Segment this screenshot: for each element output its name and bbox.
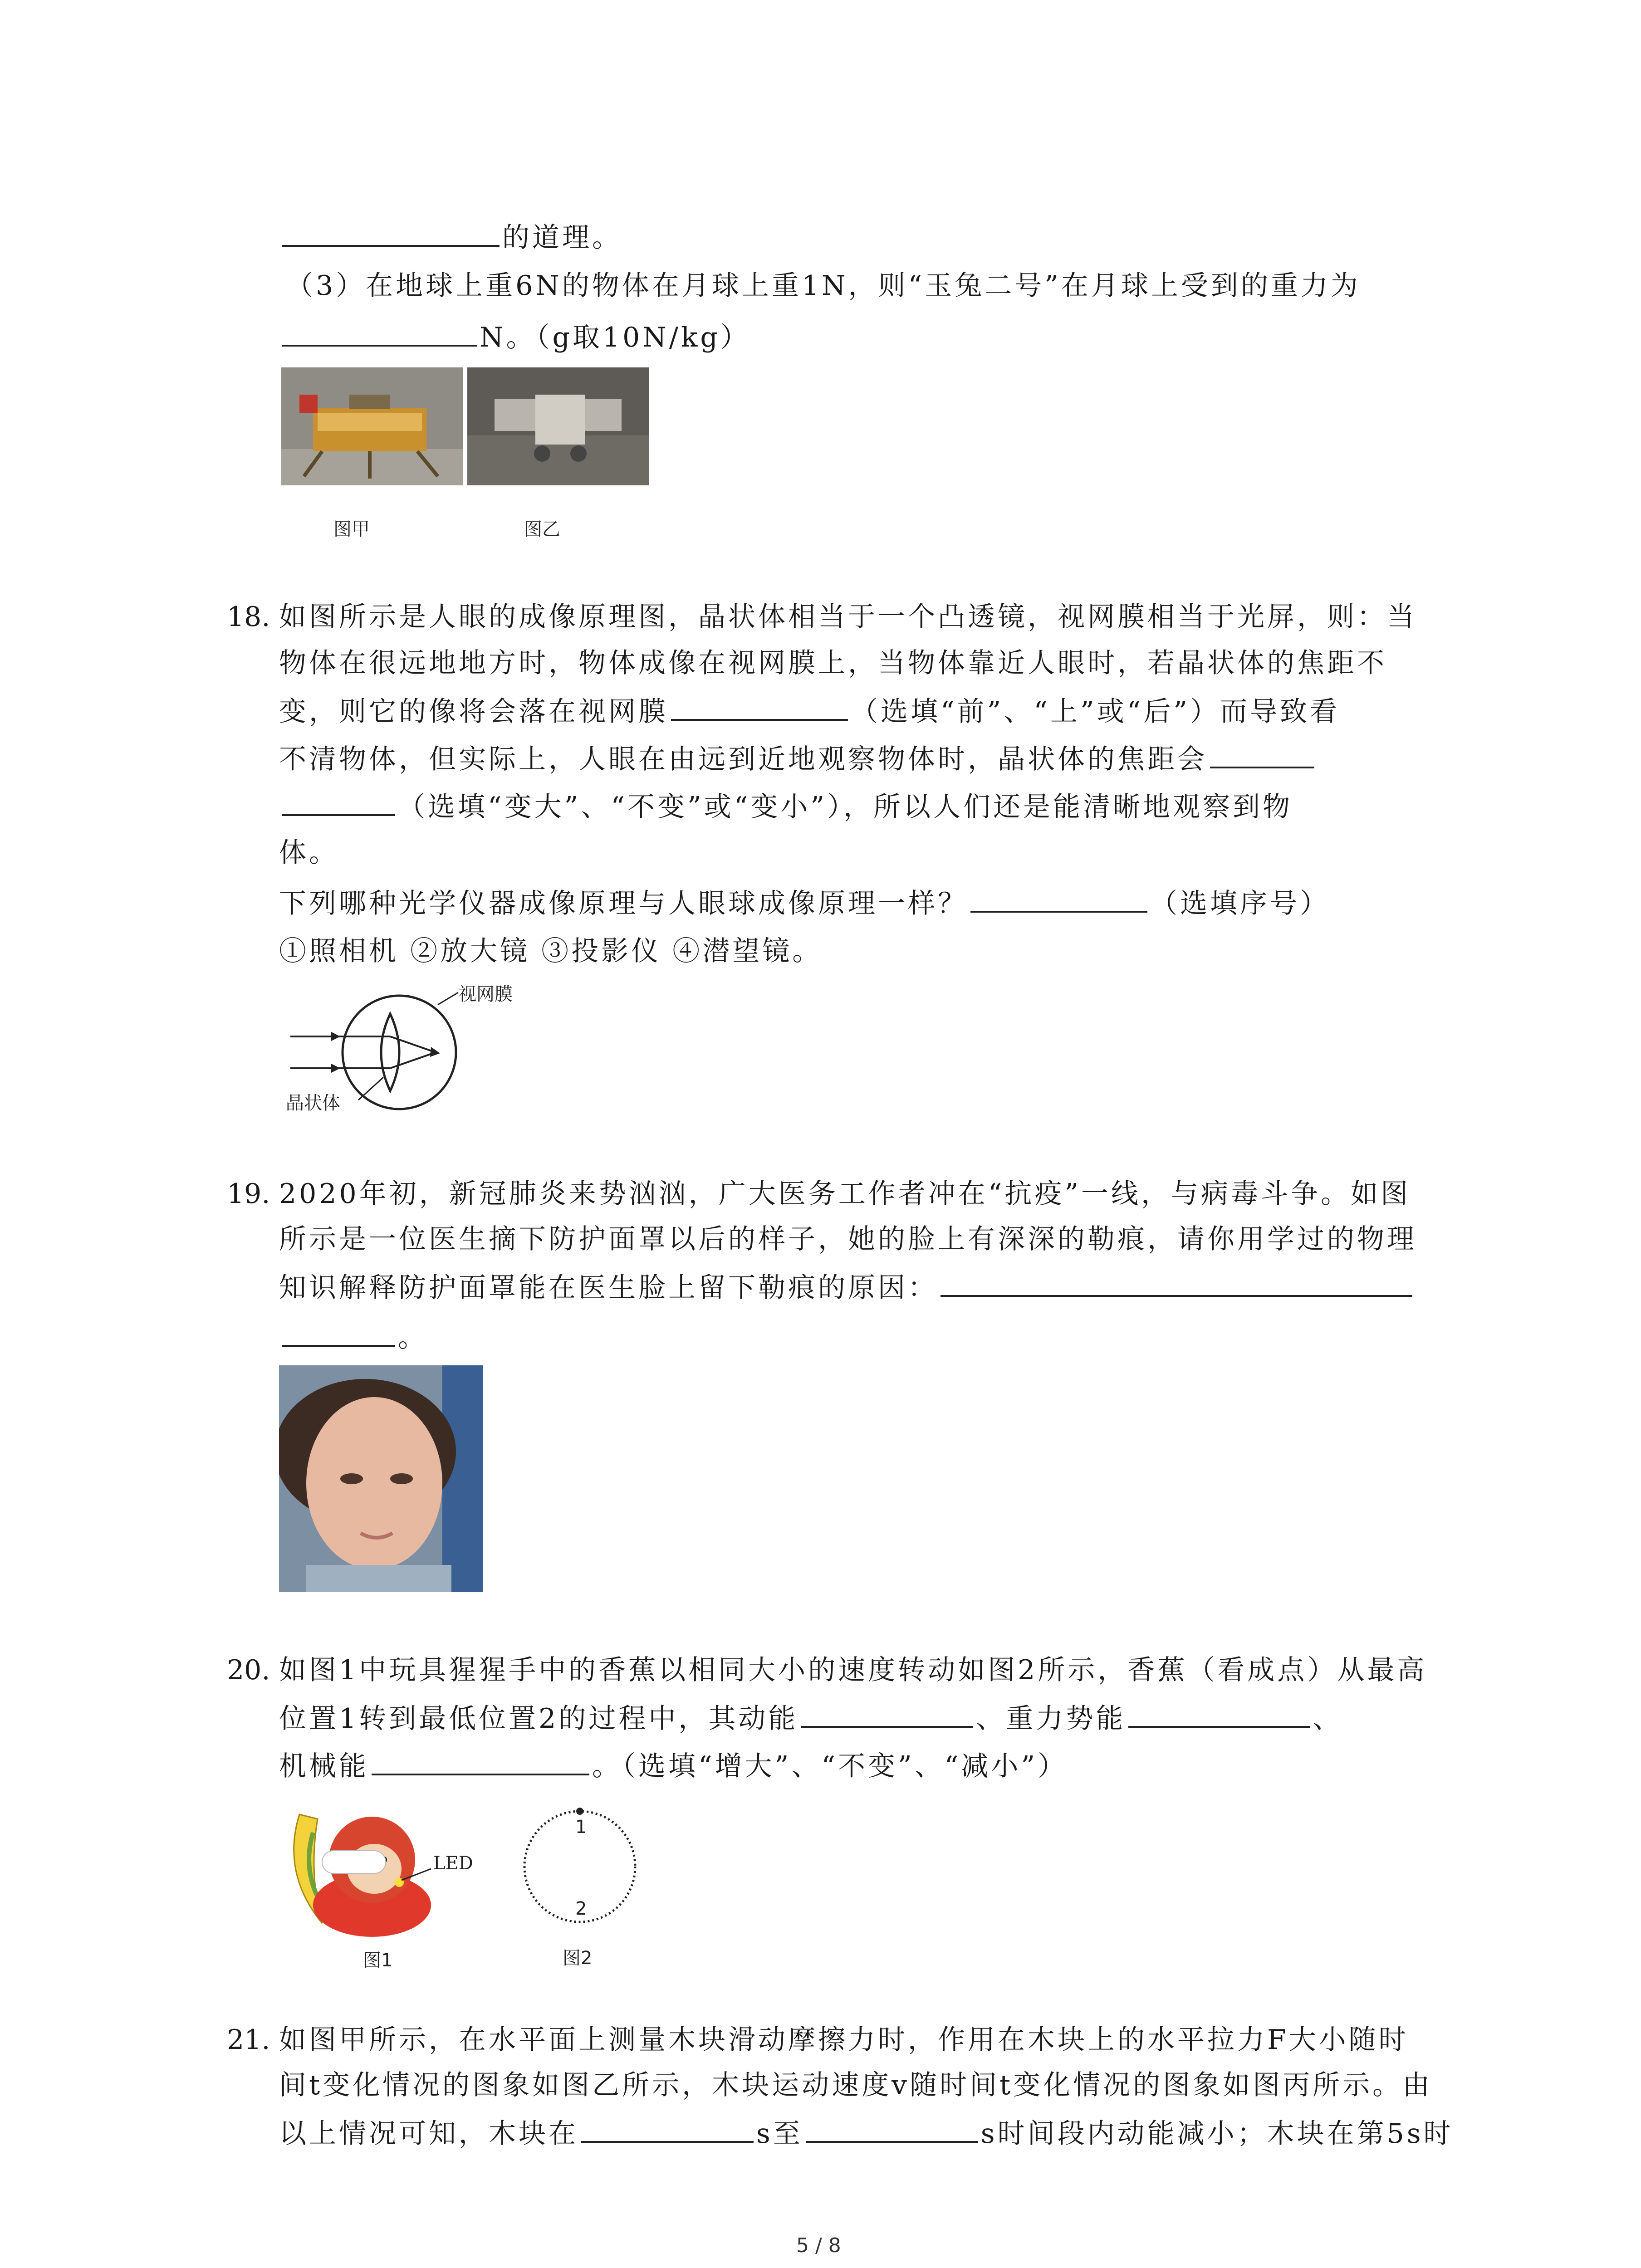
caption-fig-a: 图甲 [333, 519, 370, 540]
answer-blank[interactable] [801, 1699, 973, 1728]
q17-line3: N。（g取10N/kg） [279, 318, 750, 357]
q18-line1: 如图所示是人眼的成像原理图，晶状体相当于一个凸透镜，视网膜相当于光屏，则：当 [279, 601, 1417, 633]
position-2-label: 2 [575, 1898, 587, 1919]
q21-line1: 如图甲所示，在水平面上测量木块滑动摩擦力时，作用在木块上的水平拉力F大小随时 [279, 2024, 1409, 2056]
toy-monkey-figure [281, 1796, 490, 1941]
caption-fig-1: 图1 [363, 1950, 393, 1971]
label-lens: 晶状体 [286, 1093, 340, 1114]
eye-diagram [281, 980, 535, 1116]
led-label: LED [433, 1853, 473, 1874]
q18-line2: 物体在很远地地方时，物体成像在视网膜上，当物体靠近人眼时，若晶状体的焦距不 [279, 647, 1387, 679]
q18-line4: 不清物体，但实际上，人眼在由远到近地观察物体时，晶状体的焦距会 [279, 739, 1317, 778]
answer-blank[interactable] [1128, 1699, 1310, 1728]
answer-blank[interactable] [941, 1268, 1412, 1297]
question-number: 19. [227, 1178, 270, 1210]
question-number: 20. [227, 1654, 270, 1686]
doctor-photo [279, 1365, 483, 1592]
q19-line4: 。 [279, 1318, 428, 1357]
q21-line3: 以上情况可知，木块在 s至 s时间段内动能减小；木块在第5s时 [279, 2114, 1454, 2153]
q17-line1: 的道理。 [279, 218, 622, 257]
position-1-label: 1 [575, 1817, 587, 1838]
caption-fig-b: 图乙 [524, 519, 560, 540]
answer-blank[interactable] [282, 1318, 395, 1347]
q18-line6: 体。 [279, 837, 339, 869]
q19-line2: 所示是一位医生摘下防护面罩以后的样子，她的脸上有深深的勒痕，请你用学过的物理 [279, 1223, 1417, 1255]
answer-blank[interactable] [581, 2114, 754, 2143]
answer-blank[interactable] [970, 884, 1147, 913]
question-number: 18. [227, 601, 270, 633]
q20-line2: 位置1转到最低位置2的过程中，其动能 、重力势能 、 [279, 1699, 1342, 1738]
answer-blank[interactable] [282, 318, 477, 347]
page-number: 5 / 8 [796, 2234, 841, 2257]
answer-blank[interactable] [806, 2114, 978, 2143]
answer-blank[interactable] [282, 787, 395, 816]
answer-blank[interactable] [671, 692, 848, 721]
q19-line3: 知识解释防护面罩能在医生脸上留下勒痕的原因： [279, 1268, 1415, 1307]
rover-photo [467, 367, 649, 485]
caption-fig-2: 图2 [563, 1948, 593, 1969]
lander-photo [281, 367, 463, 485]
answer-blank[interactable] [372, 1746, 589, 1775]
q20-line3: 机械能 。（选填“增大”、“不变”、“减小”） [279, 1746, 1068, 1785]
q21-line2: 间t变化情况的图象如图乙所示，木块运动速度v随时间t变化情况的图象如图丙所示。由 [279, 2069, 1433, 2101]
q20-line1: 如图1中玩具猩猩手中的香蕉以相同大小的速度转动如图2所示，香蕉（看成点）从最高 [279, 1654, 1427, 1686]
q18-line8: ①照相机 ②放大镜 ③投影仪 ④潜望镜。 [279, 935, 823, 967]
q19-line1: 2020年初，新冠肺炎来势汹汹，广大医务工作者冲在“抗疫”一线，与病毒斗争。如图 [279, 1178, 1411, 1210]
q18-line5: （选填“变大”、“不变”或“变小”），所以人们还是能清晰地观察到物 [279, 787, 1293, 826]
question-number: 21. [227, 2024, 270, 2056]
q18-line3: 变，则它的像将会落在视网膜 （选填“前”、“上”或“后”）而导致看 [279, 692, 1340, 731]
label-retina: 视网膜 [458, 984, 513, 1005]
circle-path-figure [517, 1799, 644, 1930]
answer-blank[interactable] [282, 218, 500, 247]
answer-blank[interactable] [1210, 739, 1314, 768]
q17-line2: （3）在地球上重6N的物体在月球上重1N，则“玉兔二号”在月球上受到的重力为 [286, 270, 1361, 302]
q18-line7: 下列哪种光学仪器成像原理与人眼球成像原理一样？ （选填序号） [279, 884, 1330, 923]
